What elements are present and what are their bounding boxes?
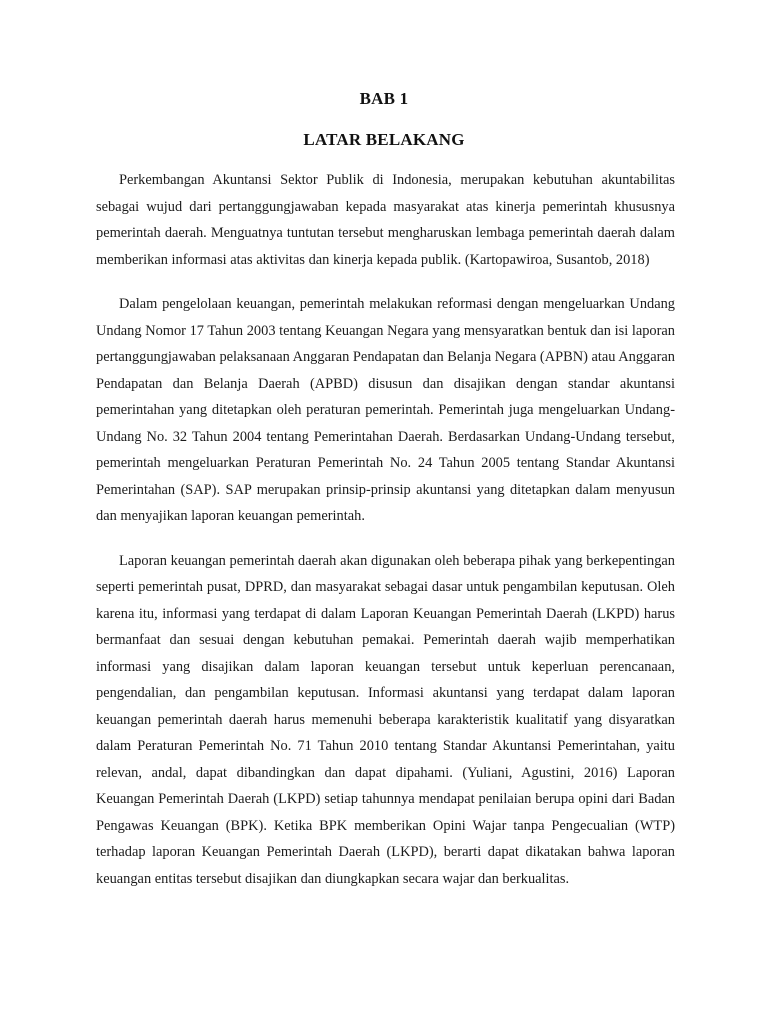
section-heading: LATAR BELAKANG [303, 130, 465, 149]
chapter-heading: BAB 1 [359, 89, 409, 108]
paragraph-3: Laporan keuangan pemerintah daerah akan digunakan oleh beberapa pihak yang berkepentingan seperti pemerintah pusat, DPRD, dan masyarakat sebagai dasar untuk pengambilan keputusan. Oleh karena itu, informasi yang terdapat di dalam Laporan Keuangan Pemerintah Daerah (LKPD) harus bermanfaat dan sesuai dengan kebutuhan pemakai. Pemerintah daerah wajib memperhatikan informasi yang disajikan dalam laporan keuangan tersebut untuk keperluan perencanaan, pengendalian, dan pengambilan keputusan. Informasi akuntansi yang terdapat dalam laporan keuangan pemerintah daerah harus memenuhi beberapa karakteristik kualitatif yang disyaratkan dalam Peraturan Pemerintah No. 71 Tahun 2010 tentang Standar Akuntansi Pemerintahan, yaitu relevan, andal, dapat dibandingkan dan dapat dipahami. (Yuliani, Agustini, 2016) Laporan Keuangan Pemerintah Daerah (LKPD) setiap tahunnya mendapat penilaian berupa opini dari Badan Pengawas Keuangan (BPK). Ketika BPK memberikan Opini Wajar tanpa Pengecualian (WTP) terhadap laporan Keuangan Pemerintah Daerah (LKPD), berarti dapat dikatakan bahwa laporan keuangan entitas tersebut disajikan dan diungkapkan secara wajar dan berkualitas. [96, 552, 675, 887]
paragraph-1: Perkembangan Akuntansi Sektor Publik di Indonesia, merupakan kebutuhan akuntabilitas sebagai wujud dari pertanggungjawaban kepada masyarakat atas kinerja pemerintah khususnya pemerintah daerah. Menguatnya tuntutan tersebut mengharuskan lembaga pemerintah daerah dalam memberikan informasi atas aktivitas dan kinerja kepada publik. (Kartopawiroa, Susantob, 2018) [96, 172, 675, 268]
document-body [96, 167, 675, 910]
paragraph-2: Dalam pengelolaan keuangan, pemerintah melakukan reformasi dengan mengeluarkan Undang Undang Nomor 17 Tahun 2003 tentang Keuangan Negara yang mensyaratkan bentuk dan isi laporan pertanggungjawaban pelaksanaan Anggaran Pendapatan dan Belanja Negara (APBN) atau Anggaran Pendapatan dan Belanja Daerah (APBD) disusun dan disajikan dengan standar akuntansi pemerintahan yang ditetapkan oleh peraturan pemerintah. Pemerintah juga mengeluarkan Undang-Undang No. 32 Tahun 2004 tentang Pemerintahan Daerah. Berdasarkan Undang-Undang tersebut, pemerintah mengeluarkan Peraturan Pemerintah No. 24 Tahun 2005 tentang Standar Akuntansi Pemerintahan (SAP). SAP merupakan prinsip-prinsip akuntansi yang ditetapkan dalam menyusun dan menyajikan laporan keuangan pemerintah. [96, 296, 676, 524]
